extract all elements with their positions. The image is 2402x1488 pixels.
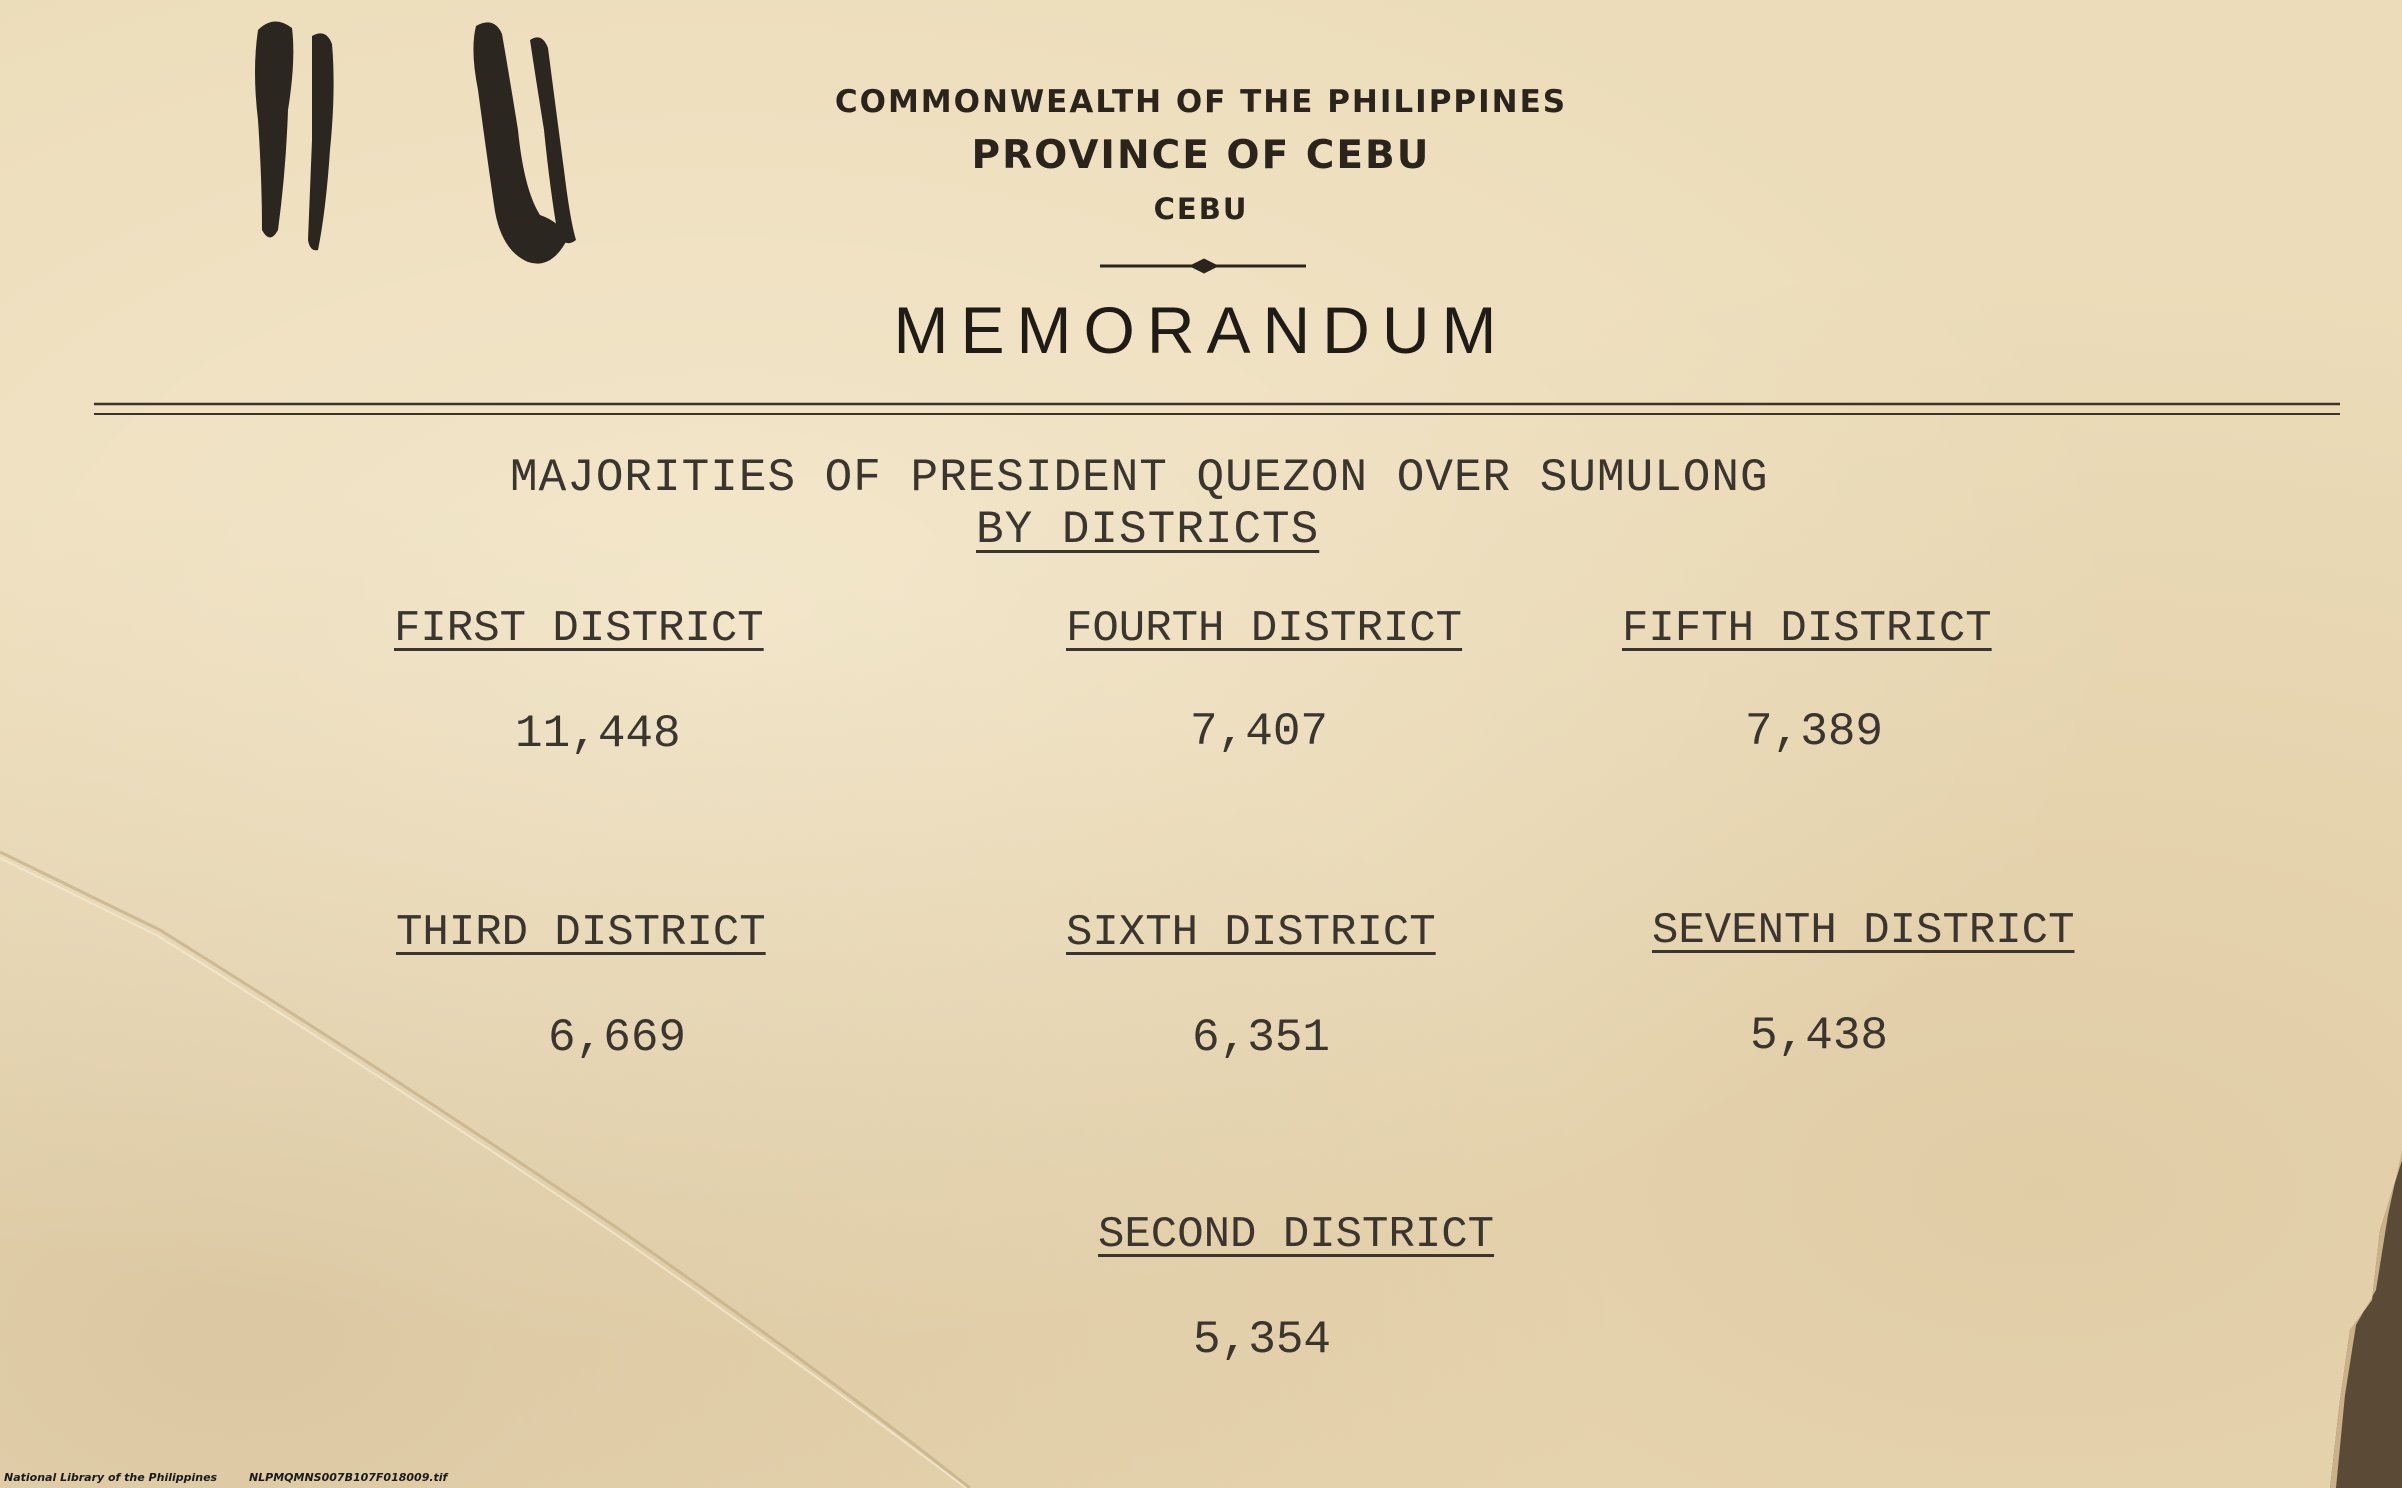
district-value-sixth: 6,351	[1192, 1012, 1331, 1064]
district-label-fifth: FIFTH DISTRICT	[1622, 604, 1992, 654]
memo-heading: MAJORITIES OF PRESIDENT QUEZON OVER SUMULONG	[510, 452, 1769, 504]
district-label-third: THIRD DISTRICT	[396, 908, 766, 958]
archive-credit	[4, 1471, 475, 1484]
archive-library: National Library of the Philippines	[4, 1471, 218, 1484]
district-label-second: SECOND DISTRICT	[1098, 1210, 1495, 1260]
district-label-fourth: FOURTH DISTRICT	[1066, 604, 1463, 654]
letterhead-city: CEBU	[1153, 192, 1249, 226]
district-value-first: 11,448	[515, 708, 681, 760]
district-value-second: 5,354	[1193, 1314, 1332, 1366]
district-label-first: FIRST DISTRICT	[394, 604, 764, 654]
torn-edge	[2330, 1160, 2402, 1488]
district-value-third: 6,669	[548, 1012, 687, 1064]
letterhead-rules	[94, 404, 2340, 414]
memorandum-title: MEMORANDUM	[893, 293, 1509, 367]
district-value-seventh: 5,438	[1750, 1010, 1889, 1062]
letterhead-ornament	[1100, 259, 1306, 273]
district-label-seventh: SEVENTH DISTRICT	[1652, 906, 2075, 956]
district-value-fourth: 7,407	[1190, 706, 1329, 758]
letterhead-commonwealth: COMMONWEALTH OF THE PHILIPPINES	[834, 84, 1568, 120]
letterhead-province: PROVINCE OF CEBU	[971, 133, 1431, 178]
district-label-sixth: SIXTH DISTRICT	[1066, 908, 1436, 958]
memo-subheading: BY DISTRICTS	[976, 504, 1320, 556]
archive-filename: NLPMQMNS007B107F018009.tif	[248, 1471, 448, 1484]
district-value-fifth: 7,389	[1745, 706, 1884, 758]
